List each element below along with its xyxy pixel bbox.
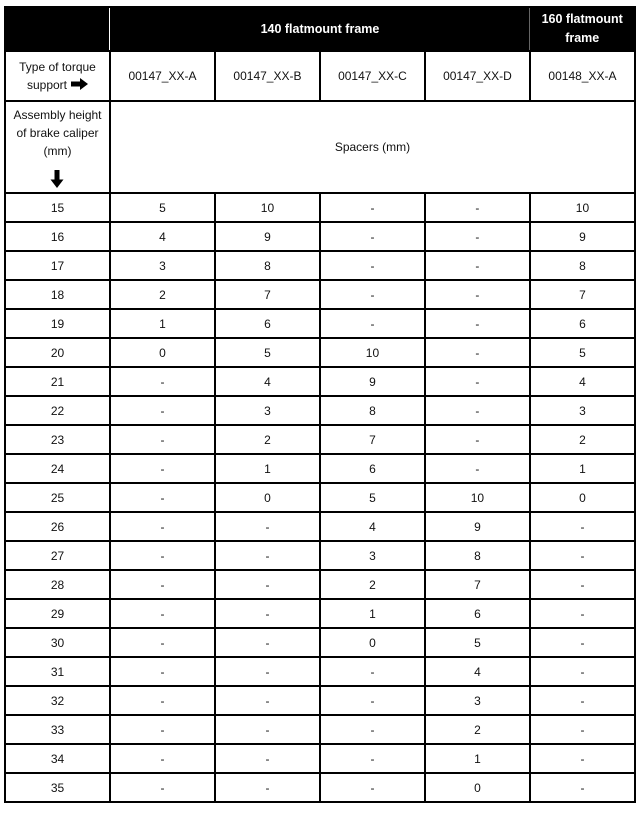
assembly-height-cell: 21	[5, 367, 110, 396]
assembly-height-cell: 22	[5, 396, 110, 425]
assembly-height-cell: 24	[5, 454, 110, 483]
assembly-height-cell: 20	[5, 338, 110, 367]
assembly-height-cell: 25	[5, 483, 110, 512]
torque-type-cell: 00147_XX-C	[320, 51, 425, 101]
assembly-height-label: Assembly height of brake caliper (mm)	[13, 108, 102, 158]
spacer-value-cell: -	[110, 454, 215, 483]
spacer-value-cell: -	[320, 744, 425, 773]
right-arrow-icon	[71, 77, 88, 95]
spacer-value-cell: 3	[110, 251, 215, 280]
table-row	[5, 483, 635, 512]
assembly-height-cell: 16	[5, 222, 110, 251]
spacer-value-cell: -	[110, 599, 215, 628]
spacer-value-cell: 1	[320, 599, 425, 628]
torque-type-cell: 00147_XX-B	[215, 51, 320, 101]
spacer-value-cell: -	[320, 773, 425, 802]
assembly-height-cell: 35	[5, 773, 110, 802]
spacer-value-cell: -	[425, 425, 530, 454]
assembly-height-cell: 26	[5, 512, 110, 541]
spacer-value-cell: 2	[530, 425, 635, 454]
torque-type-row-header	[5, 51, 110, 101]
spacer-value-cell: 10	[320, 338, 425, 367]
spacer-value-cell: -	[215, 628, 320, 657]
spacer-value-cell: 2	[215, 425, 320, 454]
table-row	[5, 744, 635, 773]
spacer-value-cell: -	[215, 657, 320, 686]
spacer-value-cell: 5	[215, 338, 320, 367]
spacer-value-cell: -	[530, 599, 635, 628]
spacer-value-cell: 2	[110, 280, 215, 309]
frame-group-140-header: 140 flatmount frame	[110, 7, 530, 51]
torque-type-label: Type of torque support	[19, 59, 96, 92]
spacer-value-cell: -	[320, 193, 425, 222]
spacer-value-cell: 9	[425, 512, 530, 541]
spacer-value-cell: -	[425, 280, 530, 309]
spacer-value-cell: -	[425, 367, 530, 396]
spacer-value-cell: 1	[215, 454, 320, 483]
assembly-height-cell: 18	[5, 280, 110, 309]
spacer-value-cell: -	[215, 744, 320, 773]
spacer-value-cell: -	[215, 599, 320, 628]
spacer-value-cell: -	[110, 541, 215, 570]
frame-group-160-header: 160 flatmount frame	[530, 7, 635, 51]
spacer-value-cell: 9	[530, 222, 635, 251]
spacer-value-cell: 6	[425, 599, 530, 628]
spacer-value-cell: -	[110, 744, 215, 773]
assembly-height-cell: 19	[5, 309, 110, 338]
spacer-value-cell: 10	[530, 193, 635, 222]
spacer-value-cell: -	[530, 773, 635, 802]
spacer-value-cell: -	[215, 512, 320, 541]
spacer-value-cell: 10	[425, 483, 530, 512]
spacer-value-cell: 2	[320, 570, 425, 599]
spacer-value-cell: 9	[215, 222, 320, 251]
spacer-value-cell: 3	[425, 686, 530, 715]
table-row	[5, 309, 635, 338]
spacer-value-cell: -	[530, 744, 635, 773]
spacer-value-cell: 0	[215, 483, 320, 512]
spacer-value-cell: 5	[530, 338, 635, 367]
table-row	[5, 715, 635, 744]
spacer-value-cell: -	[530, 715, 635, 744]
spacer-value-cell: 8	[425, 541, 530, 570]
spacer-value-cell: -	[530, 686, 635, 715]
assembly-height-cell: 34	[5, 744, 110, 773]
spacers-header: Spacers (mm)	[110, 101, 635, 193]
spacer-value-cell: -	[215, 541, 320, 570]
spacer-value-cell: 6	[530, 309, 635, 338]
table-row	[5, 512, 635, 541]
torque-type-row	[5, 51, 635, 101]
spacer-value-cell: -	[425, 222, 530, 251]
spacer-value-cell: -	[215, 773, 320, 802]
spacer-value-cell: -	[110, 657, 215, 686]
frame-group-header-row	[5, 7, 635, 51]
spacer-value-cell: -	[110, 483, 215, 512]
spacer-value-cell: 3	[215, 396, 320, 425]
down-arrow-icon	[50, 170, 64, 188]
spacer-value-cell: -	[320, 222, 425, 251]
spacer-value-cell: 7	[320, 425, 425, 454]
spacer-value-cell: -	[320, 657, 425, 686]
table-row	[5, 338, 635, 367]
spacer-value-cell: -	[110, 367, 215, 396]
caliper-spacer-table	[4, 6, 636, 803]
spacer-value-cell: -	[320, 251, 425, 280]
table-row	[5, 193, 635, 222]
spacer-value-cell: 4	[530, 367, 635, 396]
spacer-value-cell: 0	[110, 338, 215, 367]
spacer-value-cell: 0	[530, 483, 635, 512]
assembly-height-row-header	[5, 101, 110, 193]
assembly-height-cell: 30	[5, 628, 110, 657]
spacer-value-cell: 6	[215, 309, 320, 338]
spacer-value-cell: -	[215, 570, 320, 599]
spacer-value-cell: 5	[320, 483, 425, 512]
spacer-value-cell: 8	[215, 251, 320, 280]
spacer-value-cell: -	[320, 309, 425, 338]
assembly-height-cell: 27	[5, 541, 110, 570]
spacer-value-cell: -	[425, 251, 530, 280]
spacer-value-cell: 9	[320, 367, 425, 396]
table-row	[5, 280, 635, 309]
assembly-height-cell: 15	[5, 193, 110, 222]
assembly-height-cell: 28	[5, 570, 110, 599]
spacer-value-cell: -	[425, 309, 530, 338]
spacer-value-cell: 1	[110, 309, 215, 338]
spacer-value-cell: -	[320, 715, 425, 744]
table-row	[5, 570, 635, 599]
spacer-value-cell: -	[530, 541, 635, 570]
spacer-value-cell: 3	[320, 541, 425, 570]
table-row	[5, 251, 635, 280]
spacer-value-cell: -	[110, 512, 215, 541]
torque-type-cell: 00148_XX-A	[530, 51, 635, 101]
spacer-value-cell: -	[425, 396, 530, 425]
spacer-value-cell: -	[110, 570, 215, 599]
spacer-value-cell: 4	[425, 657, 530, 686]
spacer-value-cell: -	[425, 338, 530, 367]
spacer-value-cell: -	[215, 686, 320, 715]
spacer-value-cell: 2	[425, 715, 530, 744]
spacer-value-cell: -	[530, 570, 635, 599]
spacer-value-cell: 7	[215, 280, 320, 309]
assembly-height-cell: 29	[5, 599, 110, 628]
spacer-value-cell: -	[110, 773, 215, 802]
table-row	[5, 541, 635, 570]
table-row	[5, 425, 635, 454]
table-row	[5, 657, 635, 686]
spacer-value-cell: 7	[530, 280, 635, 309]
spacer-value-cell: 3	[530, 396, 635, 425]
torque-type-cell: 00147_XX-D	[425, 51, 530, 101]
spacer-value-cell: 6	[320, 454, 425, 483]
table-row	[5, 628, 635, 657]
spacer-value-cell: -	[215, 715, 320, 744]
assembly-height-cell: 17	[5, 251, 110, 280]
spacer-value-cell: 7	[425, 570, 530, 599]
spacer-value-cell: 5	[110, 193, 215, 222]
spacer-value-cell: 5	[425, 628, 530, 657]
spacer-value-cell: 1	[530, 454, 635, 483]
spacer-value-cell: 4	[320, 512, 425, 541]
table-row	[5, 773, 635, 802]
spacer-value-cell: -	[110, 686, 215, 715]
spacer-value-cell: 0	[320, 628, 425, 657]
spacer-value-cell: -	[530, 512, 635, 541]
table-row	[5, 454, 635, 483]
spacer-value-cell: 8	[530, 251, 635, 280]
table-row	[5, 367, 635, 396]
spacer-value-cell: -	[110, 396, 215, 425]
spacer-value-cell: -	[425, 454, 530, 483]
spacer-value-cell: 10	[215, 193, 320, 222]
spacer-value-cell: 0	[425, 773, 530, 802]
assembly-height-cell: 33	[5, 715, 110, 744]
spacer-value-cell: -	[320, 686, 425, 715]
spacer-value-cell: -	[110, 715, 215, 744]
spacer-value-cell: -	[530, 628, 635, 657]
table-row	[5, 599, 635, 628]
spacer-value-cell: -	[110, 628, 215, 657]
spacer-value-cell: 8	[320, 396, 425, 425]
assembly-height-cell: 23	[5, 425, 110, 454]
spacers-label-row	[5, 101, 635, 193]
torque-type-cell: 00147_XX-A	[110, 51, 215, 101]
table-row	[5, 396, 635, 425]
table-body	[5, 193, 635, 802]
spacer-value-cell: 1	[425, 744, 530, 773]
assembly-height-cell: 31	[5, 657, 110, 686]
spacer-value-cell: -	[425, 193, 530, 222]
table-row	[5, 686, 635, 715]
spacer-value-cell: -	[530, 657, 635, 686]
table-row	[5, 222, 635, 251]
assembly-height-cell: 32	[5, 686, 110, 715]
spacer-value-cell: 4	[110, 222, 215, 251]
spacer-value-cell: -	[320, 280, 425, 309]
spacer-value-cell: 4	[215, 367, 320, 396]
corner-cell	[5, 7, 110, 51]
spacer-value-cell: -	[110, 425, 215, 454]
